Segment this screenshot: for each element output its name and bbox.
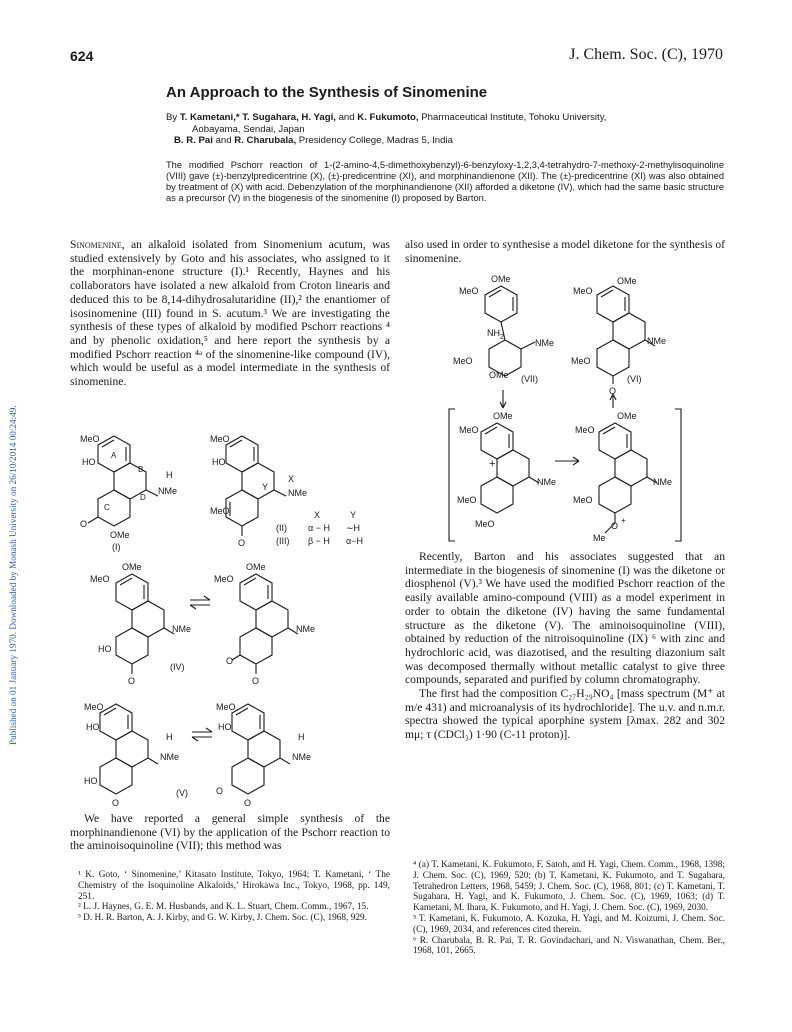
bond — [485, 427, 497, 434]
svg-text:HO: HO — [84, 776, 98, 786]
svg-text:α−H: α−H — [346, 536, 363, 546]
arrowhead — [190, 605, 196, 609]
paragraph-barton: Recently, Barton and his associates suggested that an intermediate in the biogenesis of sinomenine (I) was the diketone or diosphenol (V).³ We have used the modified Pschorr reaction of the easily available amino-compound (VIII) as a model experiment in order to obtain the diketone (IV) having the same fundamental structure as the diketone (V). The aminoisoquinoline (VIII), obtained by reduction of the nitroisoquinoline (IX) ⁶ with zinc and hydrochloric acid, was diazotised, and the resulting diazonium salt was decomposed thermally without metallic catalyst to give three compounds, separated and purified by column chromatography. — [405, 550, 725, 687]
left-bracket — [449, 409, 455, 541]
svg-text:H: H — [166, 470, 173, 480]
svg-text:OMe: OMe — [617, 276, 637, 286]
author-names-1b: K. Fukumoto, — [357, 112, 419, 123]
svg-text:O: O — [112, 798, 120, 808]
svg-text:O: O — [609, 386, 617, 396]
bond — [120, 578, 132, 585]
ring-enone-left — [116, 628, 148, 664]
svg-text:NMe: NMe — [647, 336, 667, 346]
page-header — [70, 46, 723, 68]
svg-text:HO: HO — [218, 722, 232, 732]
svg-text:Y: Y — [350, 510, 357, 520]
svg-text:MeO: MeO — [216, 702, 236, 712]
svg-text:MeO: MeO — [571, 356, 591, 366]
author-line-3: B. R. Pai and R. Charubala, Presidency College, Madras 5, India — [174, 135, 453, 146]
svg-text:A: A — [111, 451, 117, 460]
svg-text:OMe: OMe — [110, 530, 130, 540]
svg-text:(II): (II) — [276, 523, 287, 533]
ring-middle — [242, 463, 274, 499]
svg-text:NMe: NMe — [158, 486, 178, 496]
structure-VII-VI — [445, 272, 685, 412]
svg-text:NMe: NMe — [535, 338, 555, 348]
bracketed-intermediates — [445, 405, 685, 545]
bond — [244, 578, 256, 585]
ring-enone-right — [232, 758, 264, 794]
svg-text:C: C — [104, 503, 110, 512]
left-footnotes — [70, 870, 390, 924]
arrowhead — [573, 461, 579, 465]
bond — [236, 708, 248, 715]
svg-text:(I): (I) — [112, 542, 121, 552]
bond — [230, 440, 242, 447]
ring-dienone-VI — [597, 340, 629, 376]
svg-text:NMe: NMe — [653, 477, 673, 487]
footnote-6: ⁶ R. Charubala, B. R. Pai, T. R. Govindachari, and N. Viswanathan, Chem. Ber., 1968, 101, 2665. — [413, 935, 725, 957]
svg-text:O: O — [244, 798, 252, 808]
affiliation-1: Pharmaceutical Institute, Tohoku University, — [421, 112, 607, 123]
svg-text:OMe: OMe — [617, 411, 637, 421]
structure-V-equilibrium — [80, 700, 380, 810]
svg-text:O: O — [128, 676, 136, 686]
svg-text:D: D — [140, 493, 146, 502]
footnote-2: ² L. J. Haynes, G. E. M. Husbands, and K. L. Stuart, Chem. Comm., 1967, 15. — [78, 902, 369, 913]
bond — [280, 758, 290, 764]
svg-text:X: X — [288, 474, 295, 484]
structure-IV-equilibrium — [80, 560, 380, 690]
bond — [102, 440, 114, 447]
svg-text:Me: Me — [593, 533, 606, 543]
svg-text:MeO: MeO — [210, 506, 230, 516]
svg-text:NMe: NMe — [160, 752, 180, 762]
affiliation-2: Presidency College, Madras 5, India — [298, 135, 453, 146]
ring-aromatic-left — [100, 704, 132, 740]
bond — [603, 427, 615, 434]
svg-text:+: + — [489, 458, 496, 470]
footnote-4: ⁴ (a) T. Kametani, K. Fukumoto, F. Satoh, and H. Yagi, Chem. Comm., 1968, 1398; J. Chem. Soc. (C), 1969, 520; (b) T. Kametani, K. Fukumoto, and T. Sugahara, Tetrahedron Letters, 1968, 5459; J. Chem. Soc. (C), 1968, 801; (c) T. Kametani, T. Sugahara, H. Yagi, and K. Fukumoto, J. Chem. Soc. (C), 1969, 1063; (d) T. Kametani, M. Ihara, K. Fukumoto, and H. Yagi, J. Chem. Soc. (C), 1969, 2030. — [413, 860, 725, 914]
paragraph-composition: The first had the composition C₂₇H₂₉NO₄ [mass spectrum (M⁺ at m/e 431) and microanalysis of its hydrochloride]. The u.v. and n.m.r. spectra showed the typical aporphine system [λmax. 282 and 302 mμ; τ (CDCl₃) 1·90 (C-11 proton)]. — [405, 687, 725, 742]
ring-aromatic-right — [599, 423, 631, 459]
bond — [104, 708, 116, 715]
svg-text:β − H: β − H — [308, 536, 330, 546]
ring-aromatic-VI — [597, 286, 629, 322]
svg-text:B: B — [138, 465, 144, 474]
svg-text:H: H — [166, 732, 173, 742]
ring-middle-right — [256, 601, 288, 637]
ring-C — [98, 490, 130, 526]
svg-text:NMe: NMe — [296, 624, 316, 634]
bond — [88, 517, 98, 523]
svg-text:NMe: NMe — [288, 488, 308, 498]
svg-text:NMe: NMe — [292, 752, 312, 762]
right-footnotes — [405, 860, 725, 957]
svg-text:(IV): (IV) — [170, 662, 185, 672]
author-line-2: Aobayama, Sendai, Japan — [192, 123, 305, 135]
arrowhead — [192, 737, 198, 741]
bond — [148, 758, 158, 764]
right-bracket — [675, 409, 681, 541]
ring-aromatic-right — [240, 574, 272, 610]
svg-text:H: H — [298, 732, 305, 742]
svg-text:MeO: MeO — [575, 425, 595, 435]
svg-text:MeO: MeO — [214, 574, 234, 584]
ring-lower-right — [599, 477, 631, 513]
bond — [521, 342, 535, 349]
svg-text:OMe: OMe — [489, 370, 509, 380]
svg-text:MeO: MeO — [573, 495, 593, 505]
svg-text:(VII): (VII) — [521, 374, 538, 384]
svg-text:NMe: NMe — [537, 477, 557, 487]
svg-text:+: + — [621, 516, 626, 525]
left-column-intro — [70, 238, 390, 389]
right-column-top: also used in order to synthesise a model diketone for the synthesis of sinomenine. — [405, 238, 725, 265]
ring-lower-left — [481, 477, 513, 513]
author-names-2: B. R. Pai — [174, 135, 213, 146]
ring-enone-left — [100, 758, 132, 794]
structure-II-III — [210, 432, 390, 552]
svg-text:MeO: MeO — [90, 574, 110, 584]
svg-text:(VI): (VI) — [627, 374, 642, 384]
svg-text:∼H: ∼H — [346, 523, 361, 533]
bond — [489, 290, 501, 297]
arrowhead — [206, 728, 212, 732]
bond — [274, 490, 286, 496]
svg-text:MeO: MeO — [84, 702, 104, 712]
ring-middle-right — [248, 731, 280, 767]
author-names-2b: R. Charubala, — [234, 135, 297, 146]
arrowhead — [573, 457, 579, 461]
svg-text:MeO: MeO — [453, 356, 473, 366]
arrowhead — [204, 596, 210, 600]
article-title: An Approach to the Synthesis of Sinomenine — [166, 84, 488, 101]
ring-middle-left — [116, 731, 148, 767]
footnote-5: ⁵ T. Kametani, K. Fukumoto, A. Kozuka, H. Yagi, and M. Koizumi, J. Chem. Soc. (C), 1969, 2034, and references cited therein. — [413, 913, 725, 935]
ring-middle-left — [132, 601, 164, 637]
author-line-1: By T. Kametani,* T. Sugahara, H. Yagi, and K. Fukumoto, Pharmaceutical Institute, Tohoku University, — [166, 112, 607, 123]
footnote-1: ¹ K. Goto, ‘ Sinomenine,’ Kitasato Institute, Tokyo, 1964; T. Kametani, ‘ The Chemistry of the Isoquinoline Alkaloids,’ Hirokawa Inc., Tokyo, 1968, pp. 149, 251. — [78, 870, 390, 902]
author-block — [166, 112, 726, 147]
ring-aromatic-left — [481, 423, 513, 459]
bond — [146, 490, 158, 496]
ring-enone — [226, 490, 258, 526]
svg-text:(III): (III) — [276, 536, 290, 546]
svg-text:NH2: $NH_2$ — [487, 328, 504, 341]
svg-text:O: O — [216, 786, 224, 796]
svg-text:MeO: MeO — [573, 286, 593, 296]
ring-enone-right — [240, 628, 272, 664]
bond — [232, 655, 240, 660]
svg-text:HO: HO — [212, 457, 226, 467]
journal-citation: J. Chem. Soc. (C), 1970 — [569, 46, 723, 63]
svg-text:HO: HO — [98, 644, 112, 654]
svg-text:α − H: α − H — [308, 523, 330, 533]
svg-text:Y: Y — [262, 482, 269, 492]
page-number: 624 — [70, 48, 94, 64]
svg-text:OMe: OMe — [491, 274, 511, 284]
svg-text:MeO: MeO — [475, 519, 495, 529]
structure-I-sinomenine — [80, 432, 200, 552]
ring-aromatic — [226, 436, 258, 472]
svg-text:MeO: MeO — [210, 434, 230, 444]
svg-text:O: O — [238, 538, 246, 548]
svg-text:X: X — [314, 510, 321, 520]
right-column-body — [405, 550, 725, 742]
svg-text:HO: HO — [82, 457, 96, 467]
svg-text:O: O — [611, 521, 619, 531]
svg-text:O: O — [252, 676, 260, 686]
ring-middle-left — [497, 450, 529, 486]
left-column-paragraph-2: We have reported a general simple synthesis of the morphinandienone (VI) by the application of the Pschorr reaction to the aminoisoquinoline (VII); this method was — [70, 812, 390, 853]
ring-middle-VI — [613, 313, 645, 349]
svg-text:HO: HO — [86, 722, 100, 732]
svg-text:OMe: OMe — [122, 562, 142, 572]
svg-text:NMe: NMe — [172, 624, 192, 634]
intro-paragraph: Sinomenine, an alkaloid isolated from Sinomenium acutum, was studied extensively by Goto and his associates, who assigned to it the morphinan-enone structure (I).¹ Recently, Haynes and his collaborators have isolated a new alkaloid from Croton linearis and deduced this to be 8,14-dihydrosalutaridine (II),² the enantiomer of isosinomenine (III) found in S. acutum.³ We are investigating the synthesis of these types of alkaloid by modified Pschorr reactions ⁴ and by phenolic oxidation,⁵ and here report the synthesis by a modified Pschorr reaction ⁴ᵃ of the sinomenine-like compound (IV), which would be useful as a model intermediate in the synthesis of sinomenine. — [70, 238, 390, 389]
svg-text:MeO: MeO — [459, 425, 479, 435]
svg-text:OMe: OMe — [493, 411, 513, 421]
svg-text:(V): (V) — [176, 788, 188, 798]
footnote-3: ³ D. H. R. Barton, A. J. Kirby, and G. W. Kirby, J. Chem. Soc. (C), 1968, 929. — [78, 913, 368, 924]
svg-text:MeO: MeO — [457, 495, 477, 505]
ring-middle-right — [615, 450, 647, 486]
ring-aromatic-VII — [485, 286, 517, 322]
author-names-1: T. Kametani,* T. Sugahara, H. Yagi, — [179, 112, 336, 123]
svg-text:OMe: OMe — [246, 562, 266, 572]
svg-text:MeO: MeO — [80, 434, 100, 444]
bond — [601, 290, 613, 297]
abstract: The modified Pschorr reaction of 1-(2-amino-4,5-dimethoxybenzyl)-6-benzyloxy-1,2,3,4-tetrahydro-7-methoxy-2-methylisoquinoline (VIII) gave (±)-benzylpredicentrine (X), (±)-predicentrine (XI), and morphinandienone (XII). The (±)-predicentrine (XI) was also obtained by treatment of (X) with acid. Debenzylation of the morphinandienone (XII) afforded a diketone (IV), which had the same basic structure as a precursor (V) in the biogenesis of the sinomenine (I) proposed by Barton. — [166, 160, 724, 203]
svg-text:O: O — [80, 519, 88, 529]
download-watermark: Published on 01 January 1970. Downloaded by Monash University on 26/10/2014 00:24:49. — [8, 405, 18, 745]
ring-aromatic-left — [116, 574, 148, 610]
svg-text:O: O — [226, 656, 234, 666]
ring-aromatic-right — [232, 704, 264, 740]
svg-text:MeO: MeO — [459, 286, 479, 296]
